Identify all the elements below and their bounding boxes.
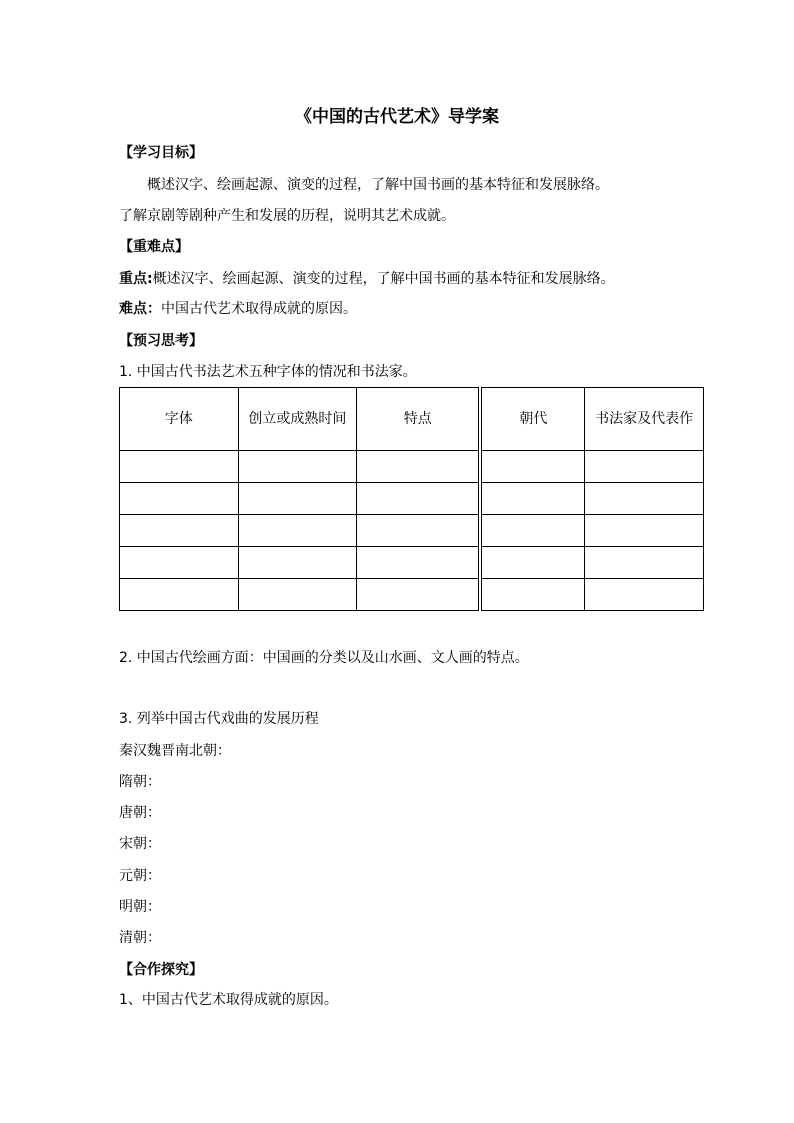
table-cell: [357, 547, 481, 579]
key-point-label: 重点:: [119, 271, 153, 287]
table-cell: [357, 515, 481, 547]
goals-heading: 【学习目标】: [119, 145, 203, 161]
table-cell: [238, 515, 357, 547]
question-1: 1. 中国古代书法艺术五种字体的情况和书法家。: [119, 364, 417, 380]
dynasty-line: 隋朝：: [119, 774, 161, 790]
table-cell: [120, 451, 239, 483]
header-cell-text: 创立或成熟时间: [248, 411, 347, 427]
table-cell: [238, 483, 357, 515]
dynasty-line: 明朝：: [119, 899, 161, 915]
table-cell: [357, 483, 481, 515]
header-cell: 朝代: [480, 388, 585, 451]
dynasty-line: 唐朝：: [119, 805, 161, 821]
preview-heading: 【预习思考】: [119, 333, 203, 349]
dynasty-line: 宋朝：: [119, 836, 161, 852]
key-point-line: [119, 269, 615, 289]
question-3: 3. 列举中国古代戏曲的发展历程: [119, 711, 319, 727]
table-cell: [238, 451, 357, 483]
header-cell: [585, 388, 704, 451]
hard-point-line: [119, 299, 357, 319]
goals-line-1: 概述汉字、绘画起源、演变的过程，了解中国书画的基本特征和发展脉络。: [147, 177, 609, 193]
table-cell: [480, 483, 585, 515]
table-cell: [585, 515, 704, 547]
hard-point-text: 中国古代艺术取得成就的原因。: [161, 301, 357, 317]
header-cell-text: 书法家及代表作: [595, 411, 694, 427]
header-cell: [238, 388, 357, 451]
table-row: [120, 451, 704, 483]
table-cell: [480, 547, 585, 579]
table-cell: [120, 547, 239, 579]
table-cell: [585, 547, 704, 579]
table-row: [120, 547, 704, 579]
header-cell: 特点: [357, 388, 481, 451]
hard-point-label: 难点：: [119, 301, 161, 317]
key-points-heading: 【重难点】: [119, 239, 189, 255]
dynasty-line: 秦汉魏晋南北朝：: [119, 743, 231, 759]
table-cell: [585, 579, 704, 611]
page-title: 《中国的古代艺术》导学案: [295, 107, 499, 127]
table-row: [120, 515, 704, 547]
table-cell: [238, 547, 357, 579]
table-cell: [585, 451, 704, 483]
cooperate-question-1: 1、中国古代艺术取得成就的原因。: [119, 992, 338, 1008]
key-point-text: 概述汉字、绘画起源、演变的过程，了解中国书画的基本特征和发展脉络。: [152, 271, 615, 287]
cooperate-heading: 【合作探究】: [119, 962, 203, 978]
table-cell: [238, 579, 357, 611]
table-cell: [357, 451, 481, 483]
goals-line-2: 了解京剧等剧种产生和发展的历程，说明其艺术成就。: [119, 208, 455, 224]
table-cell: [120, 579, 239, 611]
table-row: [120, 579, 704, 611]
table-cell: [480, 579, 585, 611]
table-row: [120, 483, 704, 515]
table-cell: [480, 451, 585, 483]
header-cell: 字体: [120, 388, 239, 451]
table-cell: [357, 579, 481, 611]
calligraphy-table: [119, 387, 704, 611]
table-cell: [585, 483, 704, 515]
table-cell: [120, 515, 239, 547]
table-header-row: [120, 388, 704, 451]
table-cell: [480, 515, 585, 547]
table-cell: [120, 483, 239, 515]
dynasty-line: 元朝：: [119, 868, 161, 884]
dynasty-line: 清朝：: [119, 930, 161, 946]
question-2: 2. 中国古代绘画方面：中国画的分类以及山水画、文人画的特点。: [119, 650, 529, 666]
